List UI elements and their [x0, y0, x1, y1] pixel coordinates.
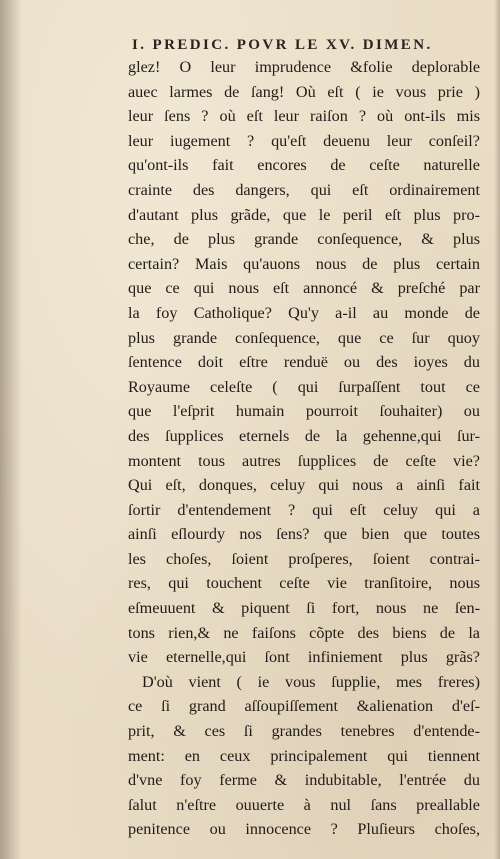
- text-line: auec larmes de ſang! Où eſt ( ie vous prie ): [128, 82, 480, 101]
- text-line: ment: en ceux principalement qui tiennent: [128, 746, 480, 765]
- text-line: qu'ont-ils fait encores de ceſte naturelle: [128, 156, 480, 175]
- text-line: certain? Mais qu'auons nous de plus certain: [128, 254, 480, 273]
- text-line: prit, & ces ſi grandes tenebres d'entende-: [128, 722, 480, 741]
- text-line: leur ſens ? où eſt leur raiſon ? où ont-ils mis: [128, 107, 480, 126]
- text-line: ſalut n'eſtre ouuerte à nul ſans preallable: [128, 795, 480, 814]
- binding-gutter-shadow: [0, 0, 22, 859]
- text-line: d'vne foy ferme & indubitable, l'entrée du: [128, 771, 480, 790]
- text-line: penitence ou innocence ? Pluſieurs choſes,: [128, 820, 480, 839]
- text-line: crainte des dangers, qui eſt ordinairement: [128, 180, 480, 199]
- text-line: Royaume celeſte ( qui ſurpaſſent tout ce: [128, 377, 480, 396]
- text-line: ſentence doit eſtre renduë ou des ioyes du: [128, 353, 480, 372]
- text-line: d'autant plus grãde, que le peril eſt plus pro-: [128, 205, 480, 224]
- paragraph-first-line: D'où vient ( ie vous ſupplie, mes freres): [142, 672, 480, 691]
- text-line: che, de plus grande conſequence, & plus: [128, 230, 480, 249]
- text-line: tons rien,& ne faiſons cõpte des biens de la: [128, 623, 480, 642]
- text-line: eſmeuuent & piquent ſi fort, nous ne ſen-: [128, 599, 480, 618]
- text-line: leur iugement ? qu'eſt deuenu leur conſeil?: [128, 131, 480, 150]
- text-line: plus grande conſequence, que ce ſur quoy: [128, 328, 480, 347]
- running-head: I. PREDIC. POVR LE XV. DIMEN.: [132, 37, 433, 53]
- text-line: ainſi eſlourdy nos ſens? que bien que toutes: [128, 525, 480, 544]
- text-line: montent tous autres ſupplices de ceſte vie?: [128, 451, 480, 470]
- text-line: ce ſi grand aſſoupiſſement &alienation d'eſ-: [128, 697, 480, 716]
- text-line: Qui eſt, donques, celuy qui nous a ainſi fait: [128, 476, 480, 495]
- text-line: les choſes, ſoient proſperes, ſoient contrai-: [128, 549, 480, 568]
- body-text: [128, 55, 480, 842]
- text-line: que ce qui nous eſt annoncé & preſché par: [128, 279, 480, 298]
- page-edge-shadow: [494, 0, 500, 859]
- text-line: glez! O leur imprudence &folie deplorable: [128, 58, 480, 76]
- text-line: que l'eſprit humain pourroit ſouhaiter) ou: [128, 402, 480, 421]
- text-line: des ſupplices eternels de la gehenne,qui ſur-: [128, 426, 480, 445]
- text-line: la foy Catholique? Qu'y a-il au monde de: [128, 303, 480, 322]
- text-line: ſortir d'entendement ? qui eſt celuy qui a: [128, 500, 480, 519]
- text-line: res, qui touchent ceſte vie tranſitoire, nous: [128, 574, 480, 593]
- text-line: vie eternelle,qui ſont infiniement plus grãs?: [128, 648, 480, 667]
